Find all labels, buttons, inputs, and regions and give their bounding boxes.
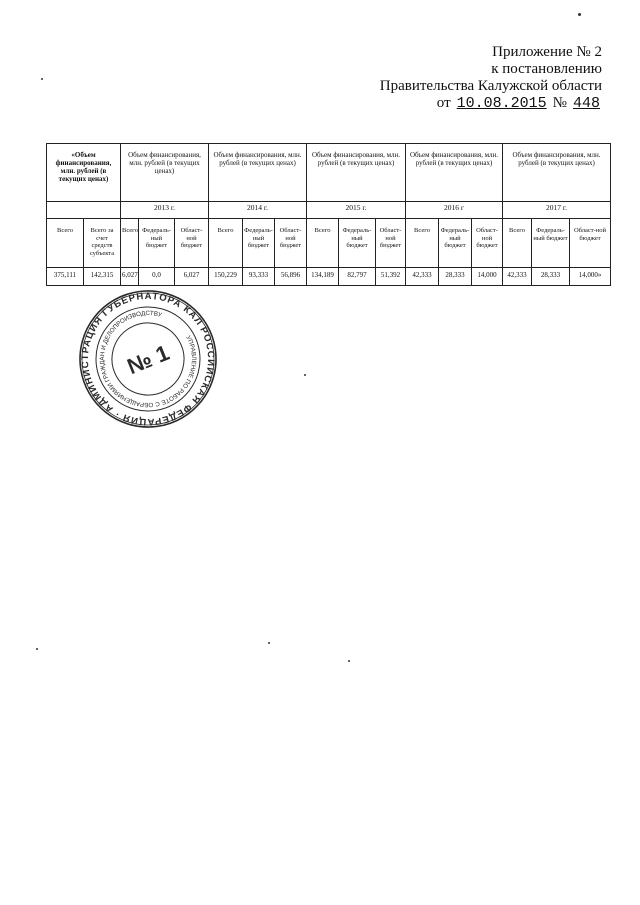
scan-speck <box>36 648 38 650</box>
sub-2017-federal: Федераль-ный бюджет <box>532 219 570 268</box>
value-2017-total: 42,333 <box>503 268 532 286</box>
value-2017-federal: 28,333 <box>532 268 570 286</box>
scan-speck <box>348 660 350 662</box>
date-prefix: от <box>436 95 451 111</box>
decree-date: 10.08.2015 <box>456 95 547 112</box>
seal-outer-text: РОССИЙСКАЯ ФЕДЕРАЦИЯ · АДМИНИСТРАЦИЯ ГУБЕРНАТОРА КАЛУЖСКОЙ <box>79 290 217 428</box>
sub-2017-total: Всего <box>503 219 532 268</box>
sub-2017-regional: Област-ной бюджет <box>570 219 611 268</box>
appendix-authority: Правительства Калужской области <box>379 78 602 94</box>
sub-2014-federal: Федераль-ный бюджет <box>243 219 275 268</box>
number-sign: № <box>552 95 567 111</box>
year-2017: 2017 г. <box>503 202 611 219</box>
value-subject: 142,315 <box>84 268 121 286</box>
appendix-subtitle: к постановлению <box>491 61 602 77</box>
decree-number: 448 <box>572 95 600 112</box>
sub-2014-regional: Област-ной бюджет <box>275 219 307 268</box>
value-2014-total: 150,229 <box>209 268 243 286</box>
value-2016-total: 42,333 <box>406 268 439 286</box>
year-2014: 2014 г. <box>209 202 307 219</box>
table-values-row <box>47 268 611 286</box>
sub-total: Всего <box>47 219 84 268</box>
sub-2015-total: Всего <box>307 219 339 268</box>
official-seal <box>78 289 218 429</box>
value-2015-total: 134,189 <box>307 268 339 286</box>
sub-2013-federal: Федераль-ный бюджет <box>139 219 175 268</box>
appendix-date-line <box>380 95 602 112</box>
header-financing-2014: Объем финансирования, млн. рублей (в текущих ценах) <box>209 144 307 202</box>
value-2015-federal: 82,797 <box>339 268 376 286</box>
year-2013: 2013 г. <box>121 202 209 219</box>
appendix-header <box>380 44 602 112</box>
table-header-row <box>47 144 611 202</box>
value-2017-regional: 14,000» <box>570 268 611 286</box>
sub-2016-total: Всего <box>406 219 439 268</box>
sub-2016-federal: Федераль-ный бюджет <box>439 219 472 268</box>
sub-2013-total: Всего <box>121 219 139 268</box>
value-2014-federal: 93,333 <box>243 268 275 286</box>
sub-2014-total: Всего <box>209 219 243 268</box>
header-financing-2013: Объем финансирования, млн. рублей (в текущих ценах) <box>121 144 209 202</box>
value-2015-regional: 51,392 <box>376 268 406 286</box>
financing-table <box>46 143 611 286</box>
header-financing-2015: Объем финансирования, млн. рублей (в текущих ценах) <box>307 144 406 202</box>
header-total-financing: «Объем финансирования, млн. рублей (в текущих ценах) <box>47 144 121 202</box>
sub-2013-regional: Област-ной бюджет <box>175 219 209 268</box>
scan-speck <box>578 13 581 16</box>
value-2014-regional: 56,896 <box>275 268 307 286</box>
seal-inner-text: УПРАВЛЕНИЕ ПО РАБОТЕ С ОБРАЩЕНИЯМИ ГРАЖДАН И ДЕЛОПРОИЗВОДСТВУ <box>98 309 198 409</box>
table-year-row <box>47 202 611 219</box>
year-spacer <box>47 202 121 219</box>
value-2013-federal: 0,0 <box>139 268 175 286</box>
sub-2015-federal: Федераль-ный бюджет <box>339 219 376 268</box>
value-2016-regional: 14,000 <box>472 268 503 286</box>
sub-2016-regional: Област-ной бюджет <box>472 219 503 268</box>
scan-speck <box>268 642 270 644</box>
year-2015: 2015 г. <box>307 202 406 219</box>
value-2013-total: 6,027 <box>121 268 139 286</box>
sub-subject: Всего за счет средств субъекта <box>84 219 121 268</box>
value-2016-federal: 28,333 <box>439 268 472 286</box>
seal-number: № 1 <box>123 339 173 380</box>
value-total: 375,111 <box>47 268 84 286</box>
appendix-title: Приложение № 2 <box>492 44 602 60</box>
header-financing-2016: Объем финансирования, млн. рублей (в текущих ценах) <box>406 144 503 202</box>
table-subheader-row <box>47 219 611 268</box>
year-2016: 2016 г <box>406 202 503 219</box>
scan-speck <box>304 374 306 376</box>
sub-2015-regional: Област-ной бюджет <box>376 219 406 268</box>
header-financing-2017: Объем финансирования, млн. рублей (в текущих ценах) <box>503 144 611 202</box>
value-2013-regional: 6,027 <box>175 268 209 286</box>
scan-speck <box>41 78 43 80</box>
